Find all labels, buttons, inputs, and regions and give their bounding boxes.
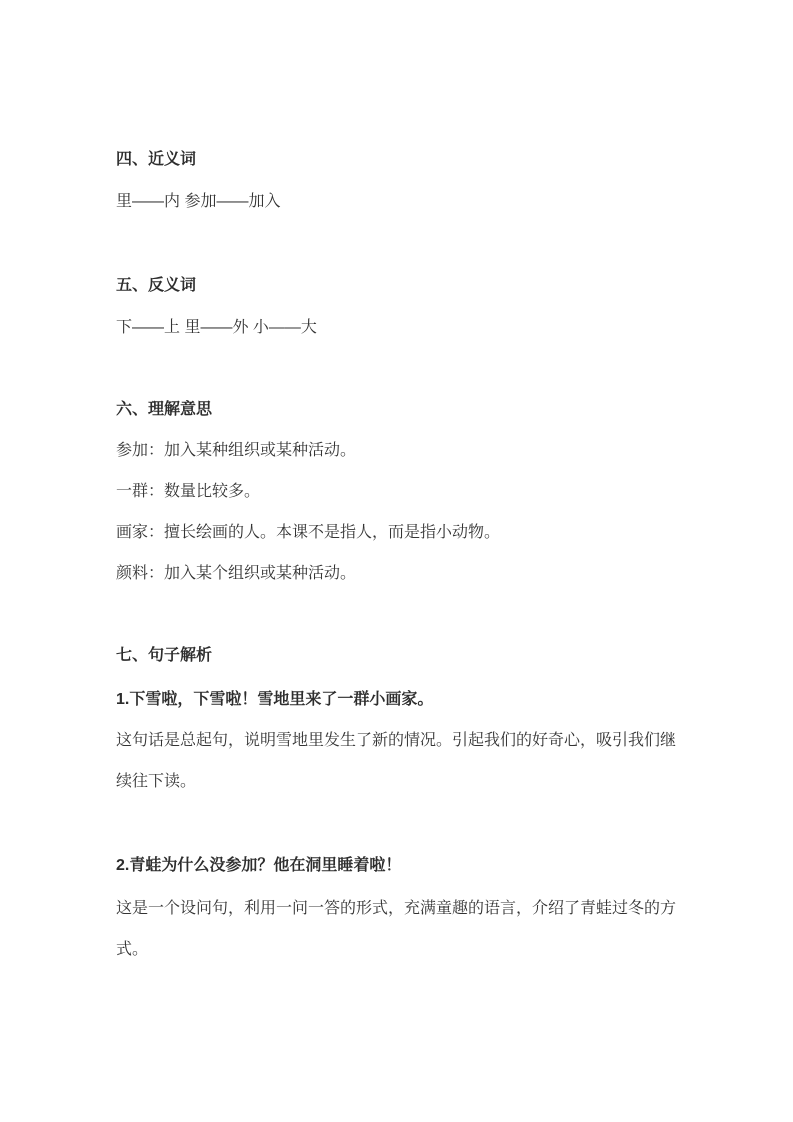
antonyms-pairs: 下——上 里——外 小——大: [116, 319, 317, 336]
sentence-1-title: 1.下雪啦，下雪啦！雪地里来了一群小画家。: [116, 691, 434, 708]
word-meaning-item: 画家：擅长绘画的人。本课不是指人，而是指小动物。: [116, 524, 501, 541]
sentence-2-title: 2.青蛙为什么没参加？他在洞里睡着啦！: [116, 857, 402, 874]
word-meaning-item: 颜料：加入某个组织或某种活动。: [116, 565, 357, 582]
section-heading-word-meanings: 六、理解意思: [116, 401, 213, 418]
section-heading-synonyms: 四、近义词: [116, 151, 197, 168]
word-meaning-item: 一群：数量比较多。: [116, 483, 261, 500]
synonyms-pairs: 里——内 参加——加入: [116, 193, 281, 210]
sentence-2-analysis: 这是一个设问句，利用一问一答的形式，充满童趣的语言，介绍了青蛙过冬的方式。: [116, 900, 677, 958]
section-heading-antonyms: 五、反义词: [116, 277, 197, 294]
section-heading-sentence-analysis: 七、句子解析: [116, 647, 213, 664]
sentence-1-analysis: 这句话是总起句，说明雪地里发生了新的情况。引起我们的好奇心，吸引我们继续往下读。: [116, 732, 677, 790]
word-meaning-item: 参加：加入某种组织或某种活动。: [116, 442, 357, 459]
